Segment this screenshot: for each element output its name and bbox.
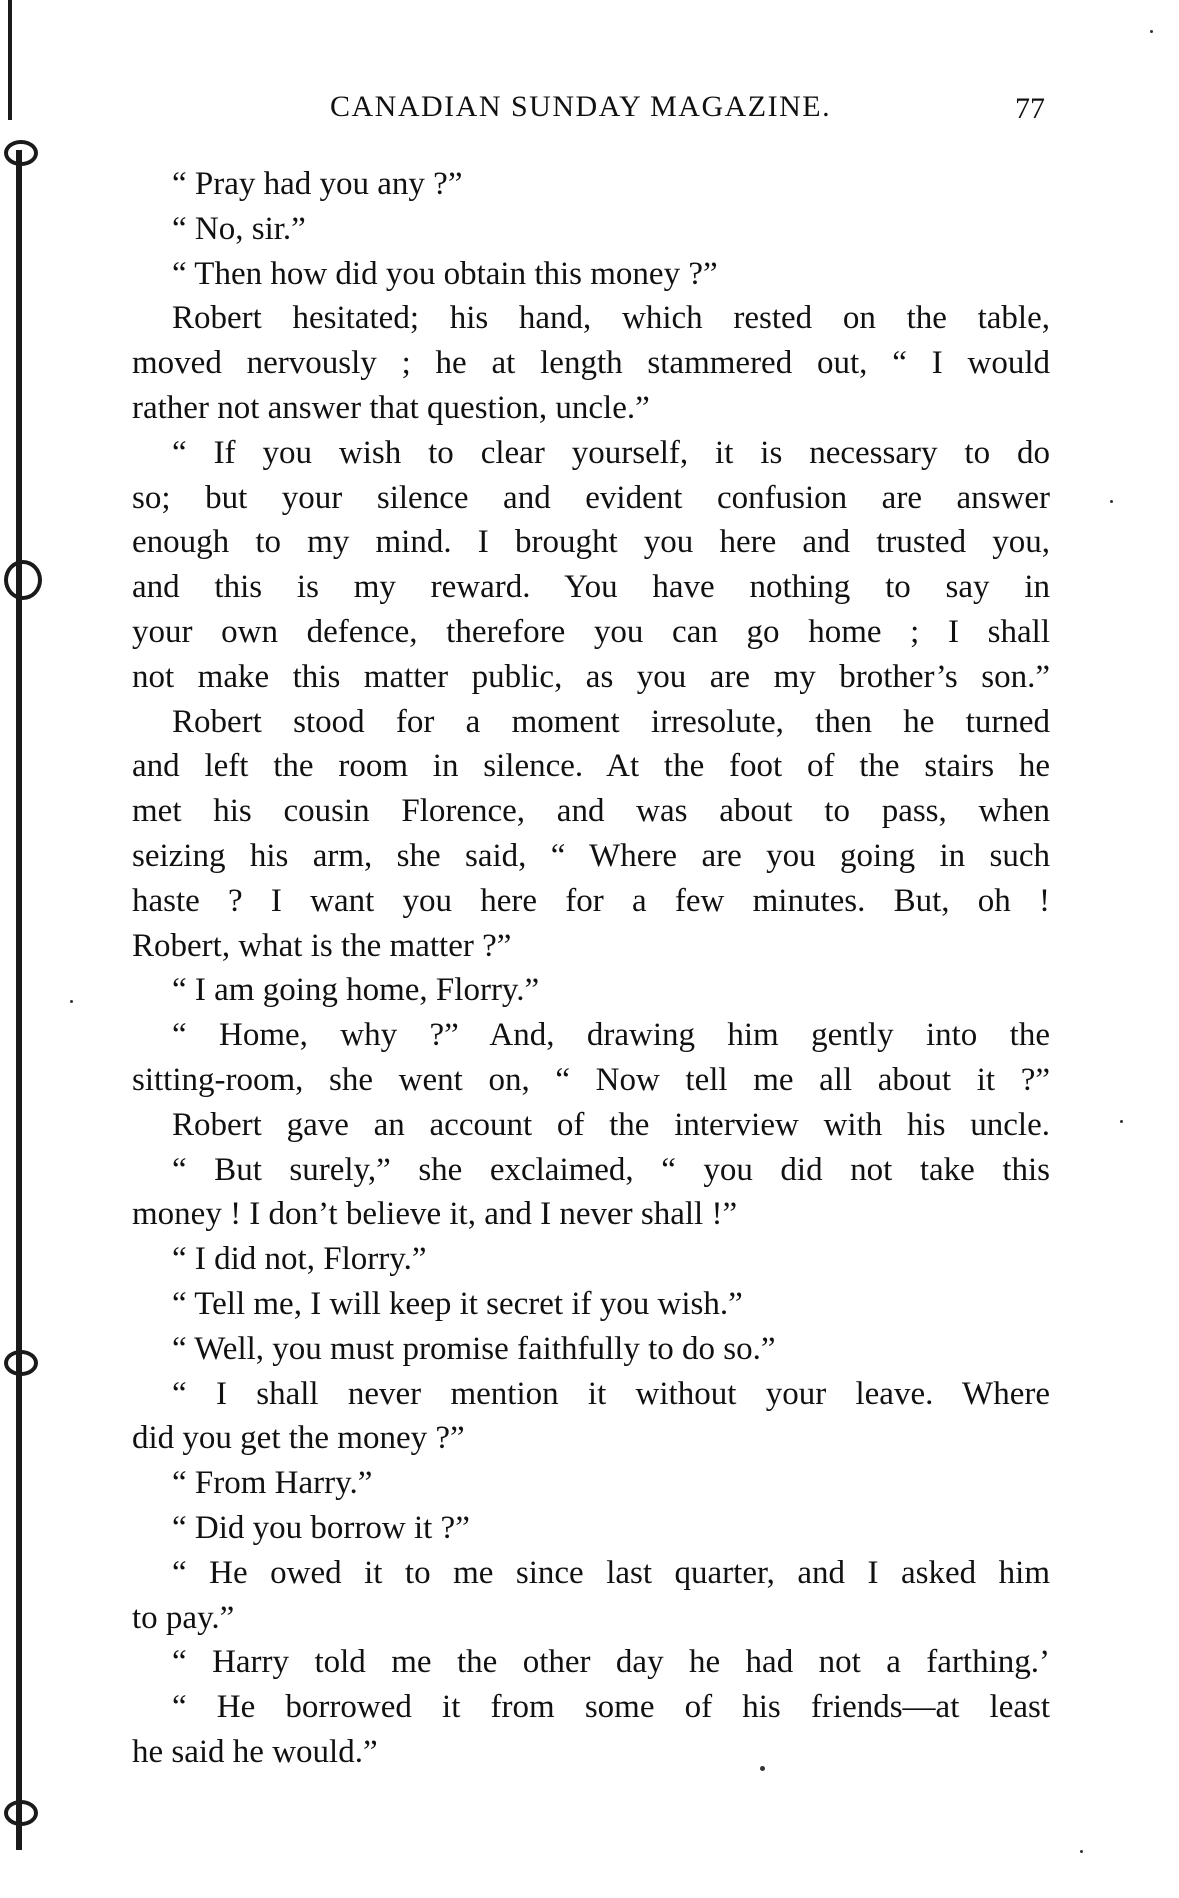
text-line: rather not answer that question, uncle.” [132,389,650,426]
text-line: “ I am going home, Florry.” [172,972,540,1009]
text-line: not make this matter public, as you are my brother’s son.” [132,658,1050,695]
text-line: sitting-room, she went on, “ Now tell me all about it ?” [132,1061,1050,1098]
text-line: “ From Harry.” [172,1465,373,1502]
text-line: “ But surely,” she exclaimed, “ you did not take this [172,1151,1050,1188]
text-line: Robert stood for a moment irresolute, then he turned [172,703,1050,740]
text-line: so; but your silence and evident confusion are answer [132,479,1050,516]
binding-stitch-mark [4,1800,38,1826]
text-line: “ He owed it to me since last quarter, and I asked him [172,1554,1050,1591]
binding-stitch-mark [4,560,42,600]
text-line: “ Well, you must promise faithfully to do so.” [172,1330,776,1367]
text-line: haste ? I want you here for a few minutes. But, oh ! [132,882,1050,919]
text-line: “ No, sir.” [172,210,306,247]
binding-edge [16,150,22,1850]
binding-stitch-mark [4,1350,38,1376]
text-line: your own defence, therefore you can go home ; I shall [132,613,1050,650]
running-title: CANADIAN SUNDAY MAGAZINE. [330,90,832,123]
binding-stitch-mark [4,140,38,166]
text-line: “ I did not, Florry.” [172,1241,427,1278]
text-line: Robert hesitated; his hand, which rested on the table, [172,300,1050,337]
text-line: moved nervously ; he at length stammered out, “ I would [132,345,1050,382]
text-line: “ Harry told me the other day he had not a farthing.’ [172,1644,1050,1681]
text-line: “ Home, why ?” And, drawing him gently into the [172,1017,1050,1054]
text-line: met his cousin Florence, and was about to pass, when [132,793,1050,830]
text-line: “ Pray had you any ?” [172,166,463,202]
text-line: enough to my mind. I brought you here and trusted you, [132,524,1050,561]
print-speck [70,1000,73,1003]
text-line: money ! I don’t believe it, and I never shall !” [132,1196,738,1233]
text-line: “ Then how did you obtain this money ?” [172,255,718,292]
binding-edge-top [8,0,12,120]
page-number: 77 [1015,92,1045,125]
text-line: to pay.” [132,1599,235,1636]
text-line: “ If you wish to clear yourself, it is necessary to do [172,434,1050,471]
text-line: and this is my reward. You have nothing to say in [132,569,1050,606]
print-speck [1110,500,1113,503]
text-line: “ Tell me, I will keep it secret if you wish.” [172,1285,743,1322]
text-line: he said he would.” [132,1733,378,1770]
print-speck [1120,1120,1123,1123]
text-line: “ He borrowed it from some of his friends—at least [172,1689,1050,1726]
print-speck [760,1766,765,1771]
print-speck [1150,30,1153,33]
text-line: “ I shall never mention it without your leave. Where [172,1375,1050,1412]
text-line: Robert, what is the matter ?” [132,927,512,964]
text-line: did you get the money ?” [132,1420,465,1457]
body-text [132,162,1050,1775]
text-line: Robert gave an account of the interview with his uncle. [172,1106,1050,1143]
print-speck [1080,1850,1083,1853]
text-line: “ Did you borrow it ?” [172,1509,470,1546]
text-line: and left the room in silence. At the foot of the stairs he [132,748,1050,785]
text-line: seizing his arm, she said, “ Where are you going in such [132,837,1050,874]
